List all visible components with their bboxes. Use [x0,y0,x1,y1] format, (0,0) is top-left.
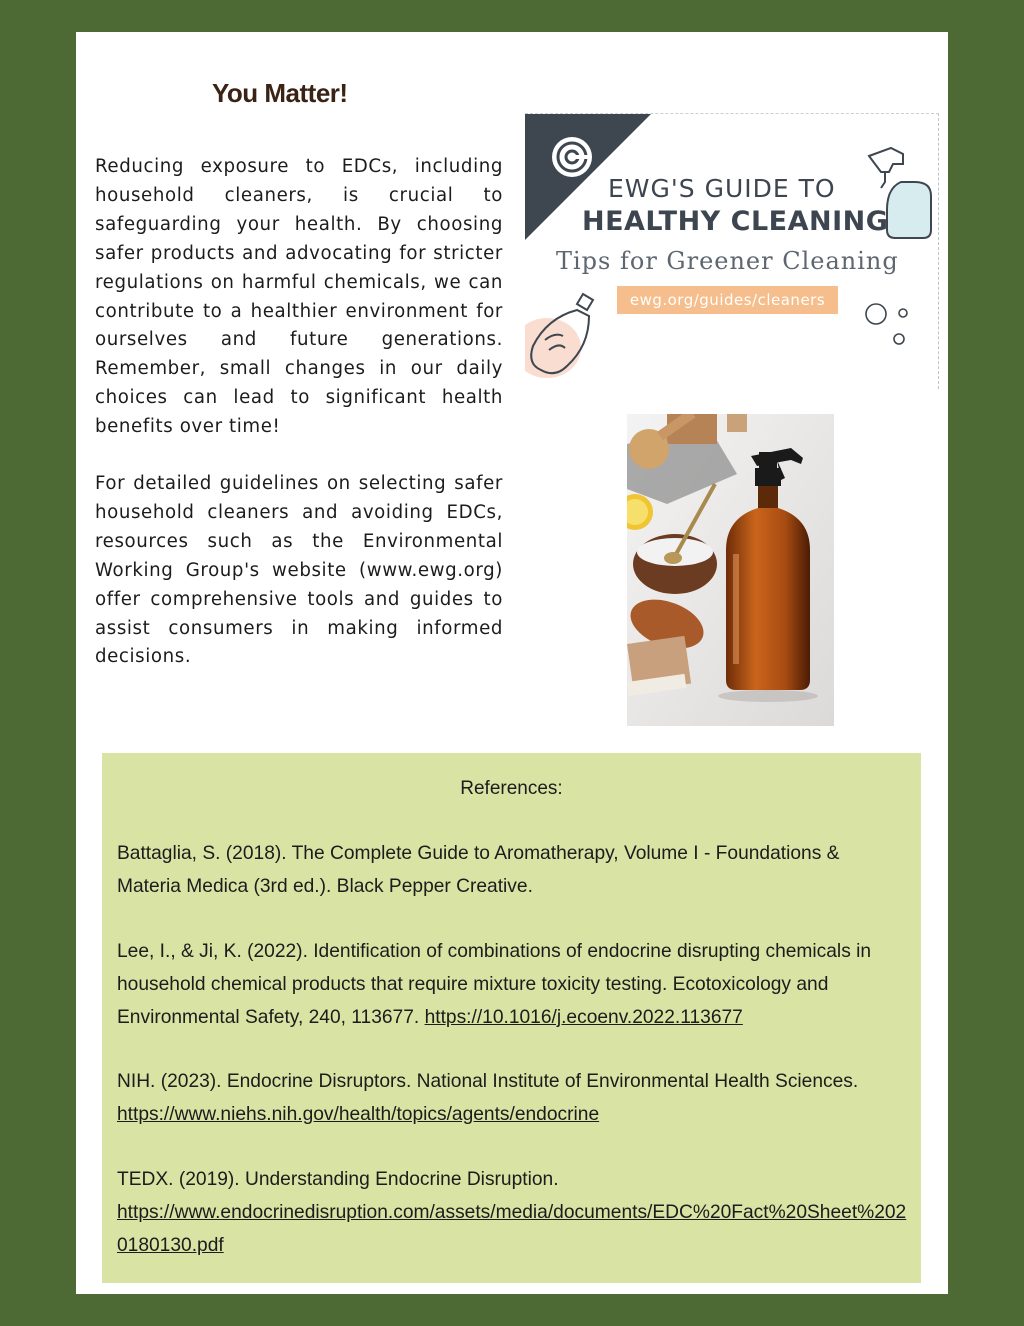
reference-item [117,936,907,1034]
detergent-bottle-icon [525,294,593,378]
reference-link[interactable]: https://10.1016/j.ecoenv.2022.113677 [424,1006,743,1028]
cleaning-supplies-illustration [627,414,834,726]
bubbles-icon [866,304,907,344]
reference-item [117,838,907,904]
resources-paragraph: For detailed guidelines on selecting safer household cleaners and avoiding EDCs, resources such as the Environmental Working Group's website (www.ewg.org) offer comprehensive tools and guides to assist consumers in making informed decisions. [95,473,503,668]
reference-text: TEDX. (2019). Understanding Endocrine Disruption. [117,1169,559,1190]
ewg-healthy-cleaning: HEALTHY CLEANING [582,206,889,237]
cleaning-supplies-photo [627,414,834,726]
ewg-logo-icon [552,137,592,177]
ewg-guide-banner [525,113,939,389]
reference-item [117,1164,907,1262]
reference-text: Battaglia, S. (2018). The Complete Guide to Aromatherapy, Volume I - Foundations & Materia Medica (3rd ed.). Black Pepper Creative. [117,843,840,897]
references-heading: References: [460,778,563,799]
ewg-guide-title: EWG'S GUIDE TO [608,174,836,203]
reference-text: NIH. (2023). Endocrine Disruptors. National Institute of Environmental Health Sciences. [117,1071,859,1092]
reference-link[interactable]: https://www.niehs.nih.gov/health/topics/agents/endocrine [117,1103,600,1125]
reference-text: Lee, I., & Ji, K. (2022). Identification of combinations of endocrine disrupting chemicals in household chemical products that require mixture toxicity testing. Ecotoxicology and Environmental Safety, 240, 113677. [117,941,872,1028]
page-title: You Matter! [212,78,348,108]
references-box [102,753,921,1283]
reference-link[interactable]: https://www.endocrinedisruption.com/assets/media/documents/EDC%20Fact%20Sheet%2020180130.pdf [117,1201,907,1256]
ewg-url-badge[interactable]: ewg.org/guides/cleaners [617,286,838,314]
intro-paragraph: Reducing exposure to EDCs, including household cleaners, is crucial to safeguarding your health. By choosing safer products and advocating for stricter regulations on harmful chemicals, we can contribute to a healthier environment for ourselves and future generations. Remember, small changes in our daily choices can lead to significant health benefits over time! [95,156,503,438]
reference-item [117,1066,907,1132]
ewg-subtitle: Tips for Greener Cleaning [556,247,899,275]
